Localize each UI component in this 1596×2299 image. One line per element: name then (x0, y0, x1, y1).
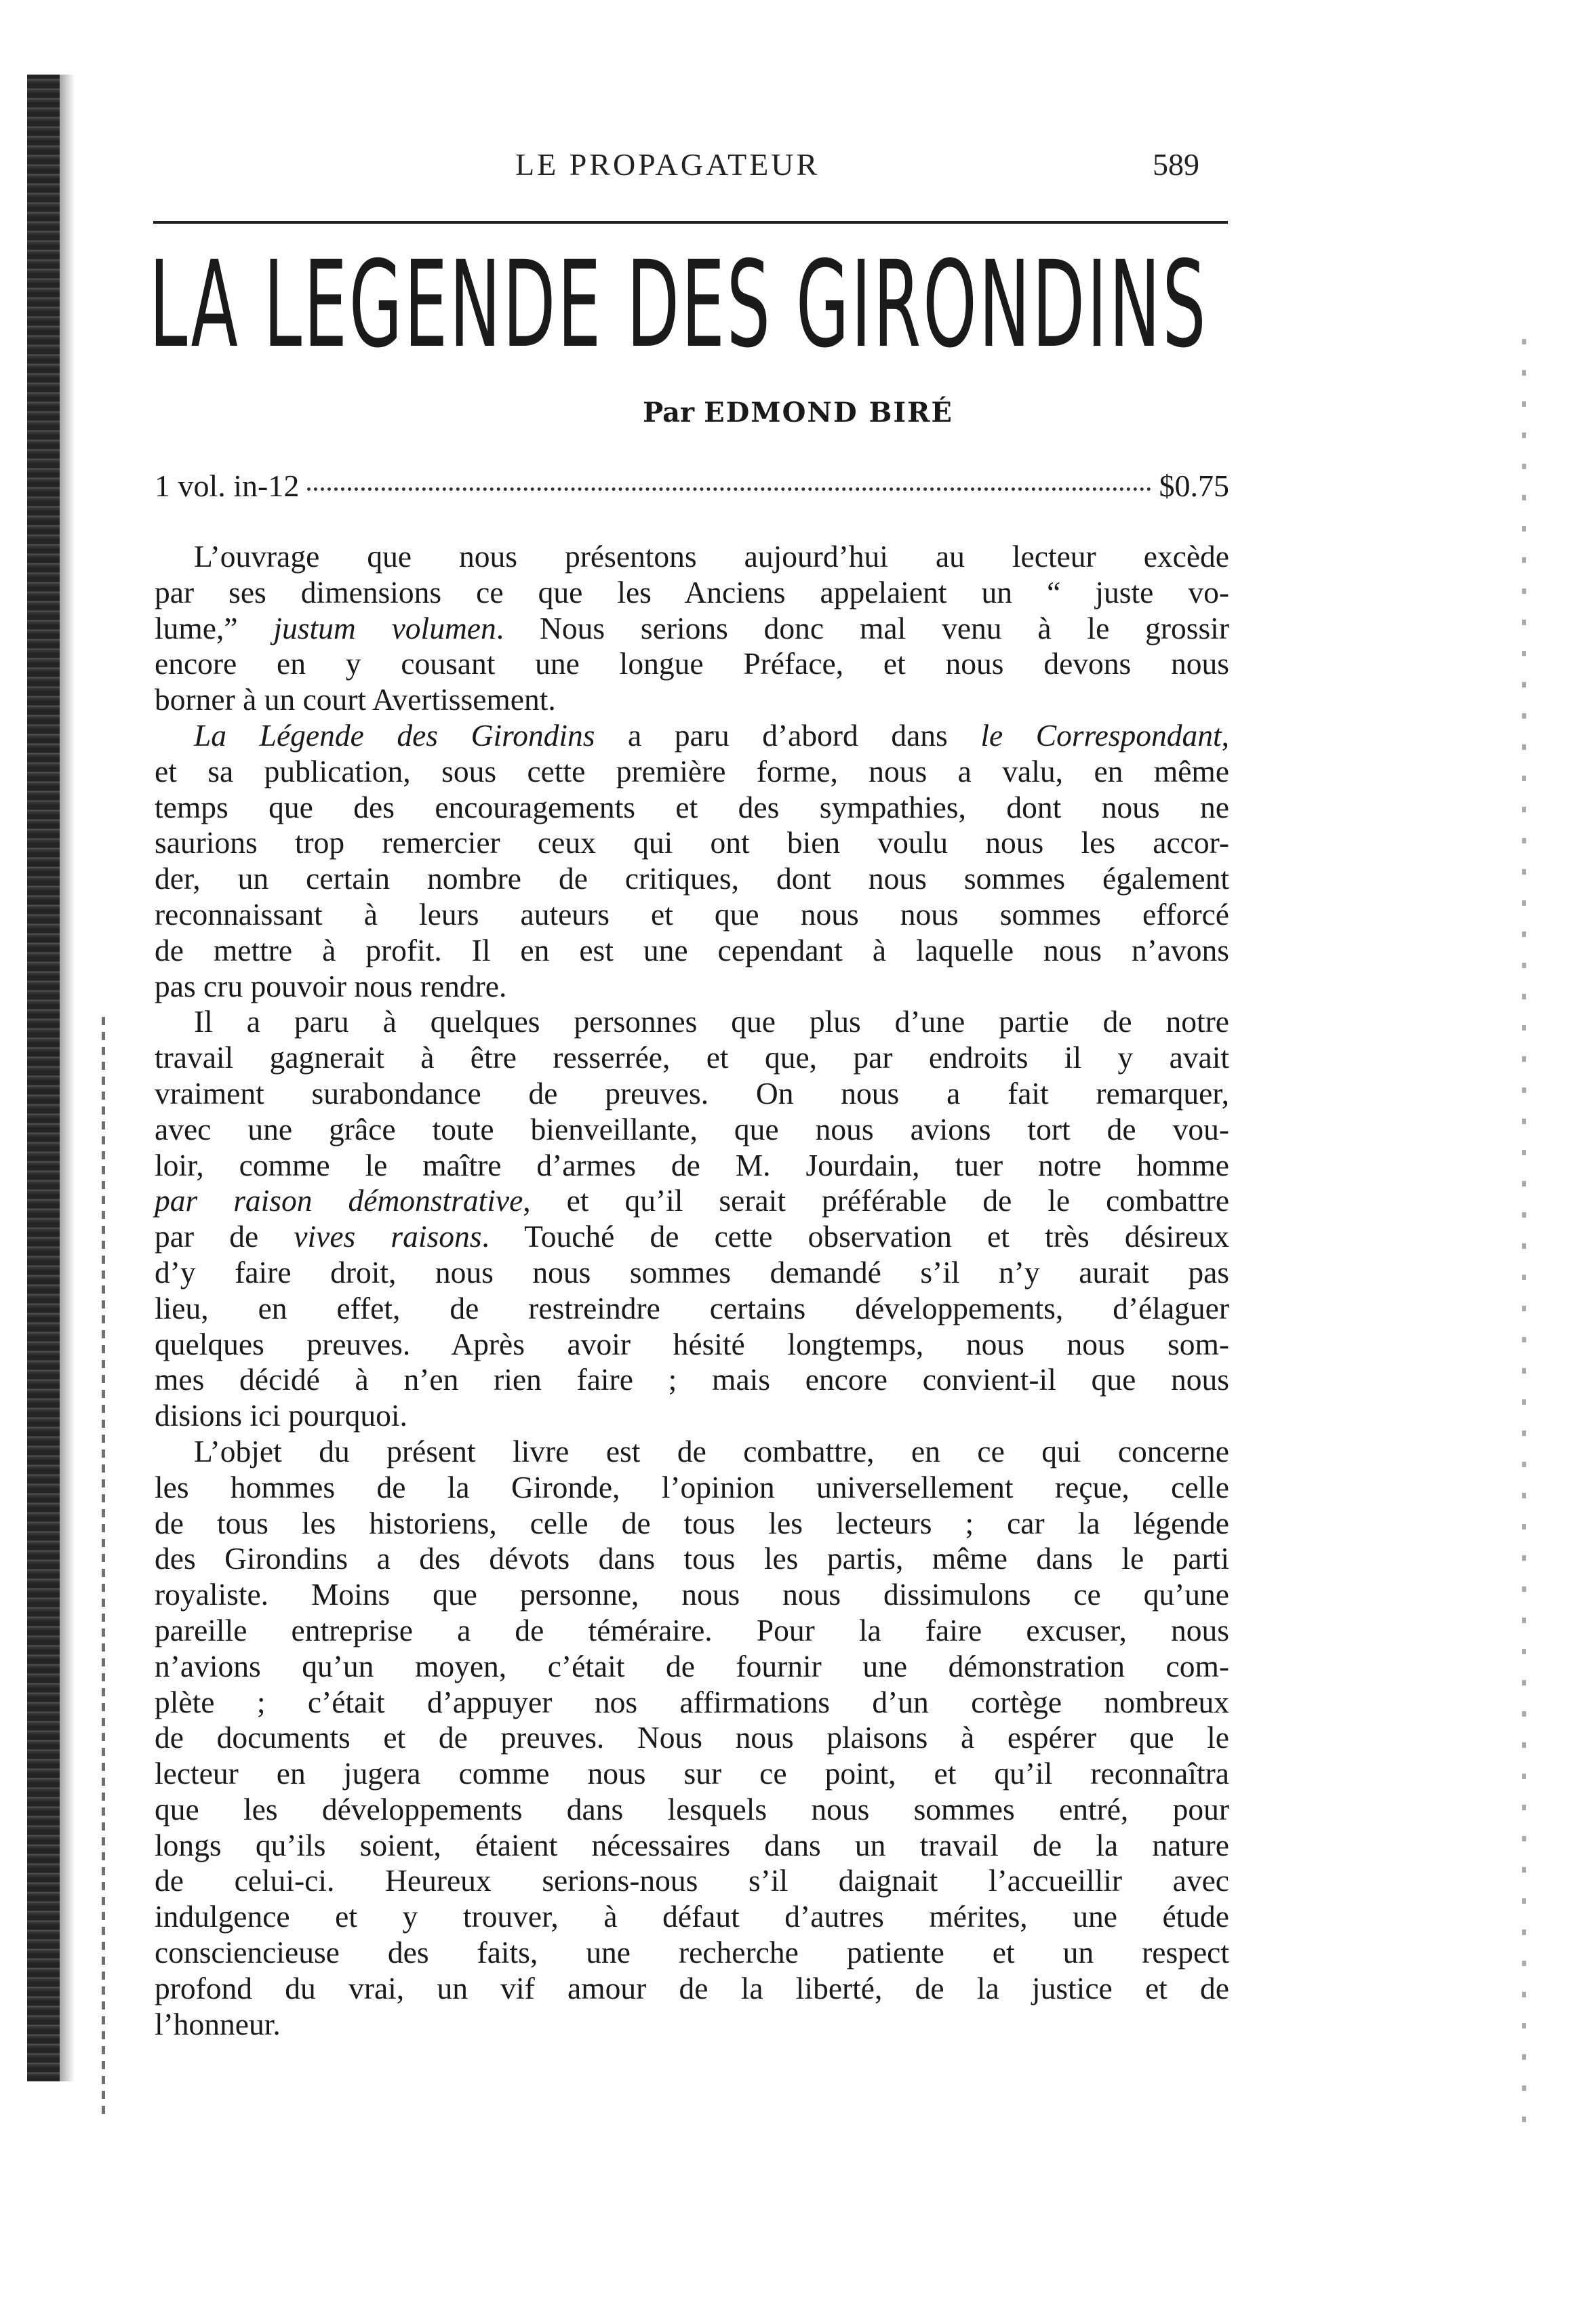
text-segment: de documents et de preuves. Nous nous plaisons à espérer que le (155, 1720, 1229, 1755)
text-line (155, 969, 1229, 1005)
text-line (155, 1291, 1229, 1327)
text-line (155, 1720, 1229, 1756)
text-line (155, 933, 1229, 969)
text-line (155, 1899, 1229, 1935)
text-segment: der, un certain nombre de critiques, dont nous sommes également (155, 861, 1229, 896)
text-line (155, 1362, 1229, 1398)
text-segment: vraiment surabondance de preuves. On nous a fait remarquer, (155, 1075, 1229, 1111)
text-segment: des Girondins a des dévots dans tous les partis, même dans le parti (155, 1541, 1229, 1576)
text-line (155, 1935, 1229, 1971)
text-segment: , (1221, 717, 1229, 753)
text-line (155, 1219, 1229, 1255)
text-line (155, 1183, 1229, 1219)
text-segment: indulgence et y trouver, à défaut d’autres mérites, une étude (155, 1899, 1229, 1934)
margin-mark-right (1522, 339, 1526, 2136)
text-line (155, 2007, 1229, 2043)
text-line (155, 754, 1229, 790)
text-line (155, 1112, 1229, 1148)
margin-mark-left (102, 1017, 105, 2115)
text-segment: borner à un court Avertissement. (155, 682, 556, 717)
text-line (155, 1470, 1229, 1506)
text-segment: de tous les historiens, celle de tous les lecteurs ; car la légende (155, 1505, 1229, 1540)
volume-format: 1 vol. in-12 (155, 468, 300, 503)
text-line (155, 575, 1229, 611)
text-segment: profond du vrai, un vif amour de la liberté, de la justice et de (155, 1970, 1229, 2005)
text-line (155, 1577, 1229, 1613)
book-spine-edge (27, 75, 60, 2081)
text-segment: par ses dimensions ce que les Anciens appelaient un “ juste vo- (155, 574, 1229, 609)
text-line (155, 861, 1229, 897)
text-line (155, 1971, 1229, 2007)
dot-leader (307, 487, 1151, 491)
text-segment: que les développements dans lesquels nous sommes entré, pour (155, 1791, 1229, 1826)
page-number: 589 (1153, 147, 1199, 182)
text-segment: lecteur en jugera comme nous sur ce point, et qu’il reconnaîtra (155, 1756, 1229, 1791)
text-segment: loir, comme le maître d’armes de M. Jourdain, tuer notre homme (155, 1147, 1229, 1182)
text-segment: . Touché de cette observation et très désireux (481, 1219, 1229, 1254)
text-segment: royaliste. Moins que personne, nous nous dissimulons ce qu’une (155, 1577, 1229, 1612)
text-segment: L’ouvrage que nous présentons aujourd’hui au lecteur excède (194, 539, 1229, 574)
text-segment: lieu, en effet, de restreindre certains développements, d’élaguer (155, 1290, 1229, 1325)
text-line (155, 1327, 1229, 1363)
text-line (155, 1613, 1229, 1649)
text-segment: mes décidé à n’en rien faire ; mais encore convient-il que nous (155, 1362, 1229, 1397)
text-line (155, 1040, 1229, 1076)
text-segment: a paru d’abord dans (595, 717, 981, 753)
header-rule (153, 221, 1228, 224)
text-segment: disions ici pourquoi. (155, 1398, 407, 1433)
text-segment: pas cru pouvoir nous rendre. (155, 968, 507, 1003)
text-segment: d’y faire droit, nous nous sommes demandé s’il n’y aurait pas (155, 1254, 1229, 1290)
italic-text: le Correspondant (980, 717, 1222, 753)
paragraph (155, 539, 1229, 718)
text-segment: n’avions qu’un moyen, c’était de fournir une démonstration com- (155, 1648, 1229, 1683)
text-segment: de mettre à profit. Il en est une cependant à laquelle nous n’avons (155, 932, 1229, 967)
text-line (155, 1398, 1229, 1434)
text-line (155, 1863, 1229, 1899)
text-segment: L’objet du présent livre est de combattre, en ce qui concerne (194, 1433, 1229, 1468)
text-line (155, 1255, 1229, 1291)
text-segment: avec une grâce toute bienveillante, que nous avions tort de vou- (155, 1111, 1229, 1146)
text-line (155, 1828, 1229, 1864)
text-segment: par de (155, 1219, 294, 1254)
text-segment: de celui-ci. Heureux serions-nous s’il daignait l’accueillir avec (155, 1863, 1229, 1898)
author-name: EDMOND BIRÉ (704, 397, 953, 428)
text-line (155, 1792, 1229, 1828)
byline (0, 397, 1596, 428)
price: $0.75 (1159, 468, 1229, 503)
text-segment: consciencieuse des faits, une recherche patiente et un respect (155, 1935, 1229, 1970)
text-line (155, 1148, 1229, 1184)
text-segment: quelques preuves. Après avoir hésité longtemps, nous nous som- (155, 1326, 1229, 1361)
paragraph (155, 1004, 1229, 1434)
text-line (155, 611, 1229, 647)
text-segment: temps que des encouragements et des sympathies, dont nous ne (155, 789, 1229, 824)
paragraph (155, 718, 1229, 1004)
text-segment: l’honneur. (155, 2006, 281, 2041)
text-line (155, 682, 1229, 718)
text-line (155, 897, 1229, 933)
italic-text: par raison démonstrative (155, 1183, 523, 1218)
text-line (155, 1685, 1229, 1721)
text-line (155, 1506, 1229, 1542)
text-segment: les hommes de la Gironde, l’opinion universellement reçue, celle (155, 1469, 1229, 1504)
spine-shadow (60, 75, 75, 2081)
italic-text: justum volumen (273, 610, 496, 645)
text-line (155, 1756, 1229, 1792)
text-line (155, 790, 1229, 826)
text-line (155, 539, 1229, 575)
text-line (155, 1434, 1229, 1470)
text-segment: encore en y cousant une longue Préface, et nous devons nous (155, 646, 1229, 681)
running-head (156, 146, 1241, 187)
text-segment: saurions trop remercier ceux qui ont bien voulu nous les accor- (155, 825, 1229, 860)
text-segment: . Nous serions donc mal venu à le grossir (496, 610, 1229, 645)
text-segment: et sa publication, sous cette première forme, nous a valu, en même (155, 753, 1229, 788)
text-segment: longs qu’ils soient, étaient nécessaires dans un travail de la nature (155, 1827, 1229, 1862)
text-line (155, 718, 1229, 754)
text-segment: , et qu’il serait préférable de le combattre (523, 1183, 1230, 1218)
text-segment: Il a paru à quelques personnes que plus d’une partie de notre (194, 1004, 1229, 1039)
price-line (155, 468, 1229, 508)
text-line (155, 646, 1229, 682)
byline-prefix: Par (643, 397, 695, 428)
text-segment: reconnaissant à leurs auteurs et que nous nous sommes efforcé (155, 896, 1229, 932)
page-title: LA LEGENDE DES GIRONDINS (149, 235, 1208, 374)
text-line (155, 1649, 1229, 1685)
running-title: LE PROPAGATEUR (515, 147, 820, 182)
italic-text: La Légende des Girondins (194, 717, 595, 753)
text-line (155, 825, 1229, 861)
body-text (155, 539, 1229, 2042)
text-line (155, 1541, 1229, 1577)
text-segment: plète ; c’était d’appuyer nos affirmations d’un cortège nombreux (155, 1684, 1229, 1719)
text-segment: pareille entreprise a de téméraire. Pour la faire excuser, nous (155, 1612, 1229, 1647)
italic-text: vives raisons (294, 1219, 482, 1254)
text-segment: lume,” (155, 610, 274, 645)
paragraph (155, 1434, 1229, 2043)
text-segment: travail gagnerait à être resserrée, et que, par endroits il y avait (155, 1040, 1229, 1075)
text-line (155, 1076, 1229, 1112)
text-line (155, 1004, 1229, 1040)
